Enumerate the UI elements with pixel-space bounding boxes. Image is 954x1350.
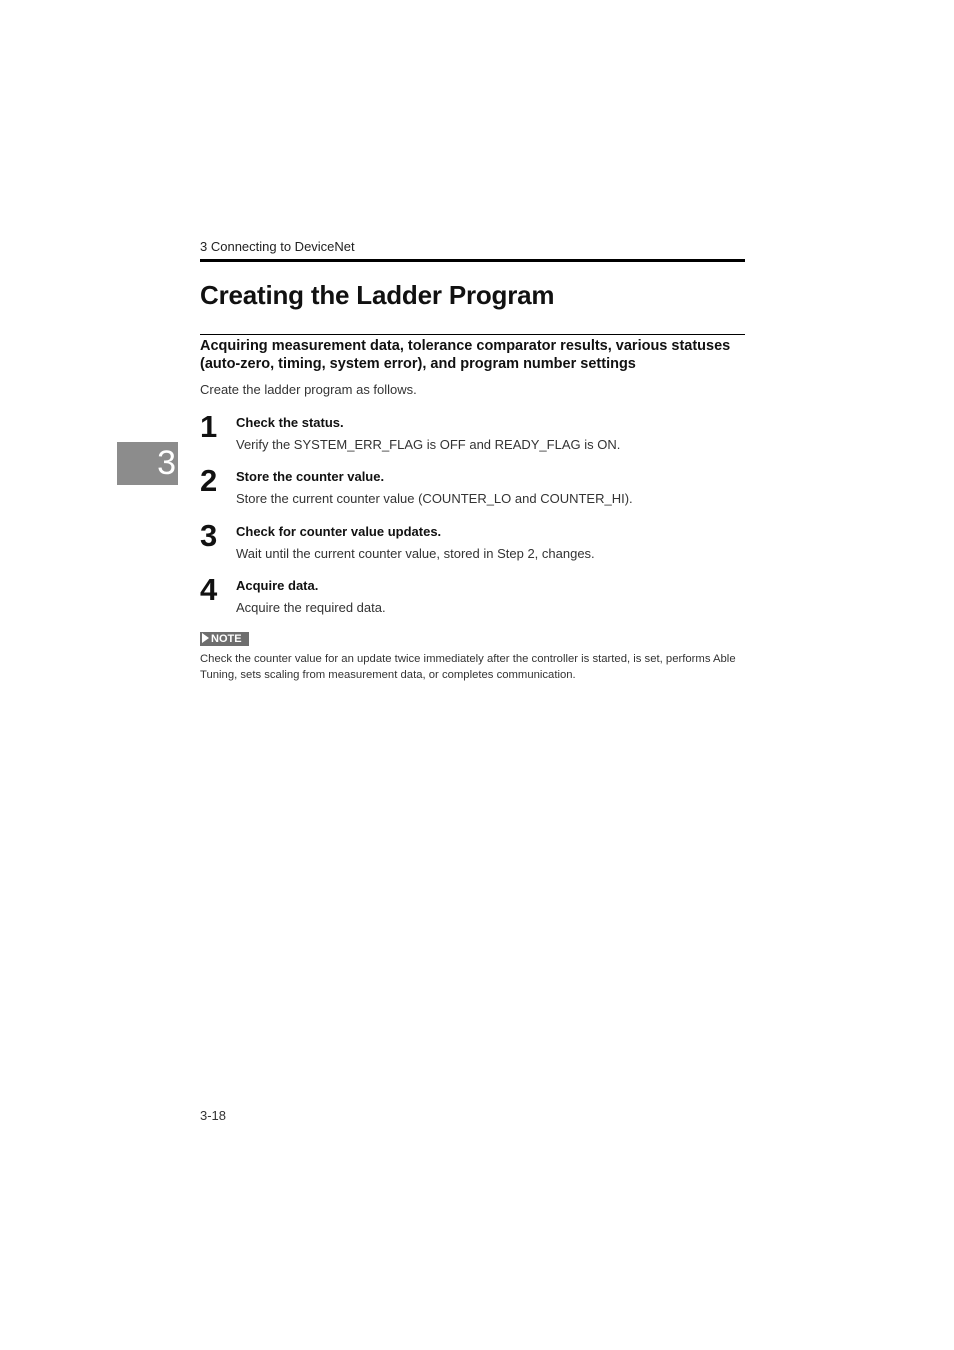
- note-text: Check the counter value for an update twice immediately after the controller is started, is set, performs Able Tuning, sets scaling from measurement data, or completes communication.: [200, 653, 736, 681]
- step-title: Check for counter value updates.: [236, 524, 442, 539]
- section-heading: Acquiring measurement data, tolerance comparator results, various statuses (auto-zero, timing, system error), and program number settings: [200, 338, 731, 372]
- chapter-tab: 3: [117, 442, 178, 485]
- header-rule: [200, 259, 745, 262]
- step-2: [200, 463, 745, 519]
- step-3: [200, 518, 745, 574]
- step-title: Acquire data.: [236, 578, 319, 593]
- step-4: [200, 572, 745, 628]
- step-description: Verify the SYSTEM_ERR_FLAG is OFF and READY_FLAG is ON.: [236, 437, 621, 452]
- step-1: [200, 409, 745, 465]
- step-description: Acquire the required data.: [236, 600, 386, 615]
- section-rule: [200, 334, 745, 335]
- note-label: NOTE: [211, 633, 242, 645]
- step-description: Store the current counter value (COUNTER_LO and COUNTER_HI).: [236, 491, 633, 506]
- page-title: Creating the Ladder Program: [200, 280, 555, 310]
- step-title: Check the status.: [236, 415, 344, 430]
- section-intro: Create the ladder program as follows.: [200, 382, 417, 397]
- step-description: Wait until the current counter value, stored in Step 2, changes.: [236, 546, 595, 561]
- play-arrow-icon: [202, 633, 209, 643]
- page-number: 3-18: [200, 1108, 227, 1123]
- step-number: 3: [200, 518, 218, 553]
- note-badge: [200, 632, 249, 646]
- step-number: 1: [200, 409, 218, 444]
- step-number: 2: [200, 463, 218, 498]
- step-number: 4: [200, 572, 218, 607]
- step-title: Store the counter value.: [236, 469, 385, 484]
- running-header: 3 Connecting to DeviceNet: [200, 239, 355, 254]
